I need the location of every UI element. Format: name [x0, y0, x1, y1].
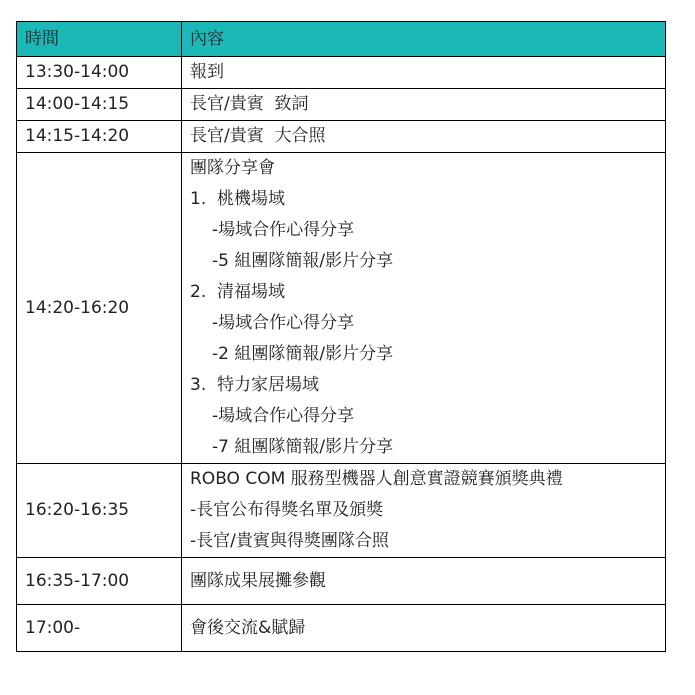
session-title: 團隊分享會: [190, 158, 275, 178]
time-cell: 14:15-14:20: [17, 121, 182, 153]
content-cell: [182, 464, 666, 558]
content-cell: [182, 153, 666, 464]
table-row: [17, 121, 666, 153]
site-item: -2 組團隊簡報/影片分享: [212, 344, 394, 364]
header-content: 內容: [182, 22, 666, 57]
content-text: 長官/貴賓 大合照: [190, 126, 326, 146]
time-cell: 16:35-17:00: [17, 558, 182, 605]
content-text: 長官/貴賓 致詞: [190, 94, 309, 114]
time-cell: 16:20-16:35: [17, 464, 182, 558]
site-item: -場域合作心得分享: [212, 220, 355, 240]
content-cell: [182, 89, 666, 121]
table-row: [17, 558, 666, 605]
header-row: [17, 22, 666, 57]
table-row: [17, 464, 666, 558]
content-text: 團隊成果展攤參觀: [190, 570, 326, 591]
content-cell: 報到: [182, 57, 666, 89]
agenda-table: [16, 21, 666, 652]
site-heading: 3. 特力家居場域: [190, 375, 320, 395]
site-heading: 2. 清福場域: [190, 282, 286, 302]
table-row: [17, 605, 666, 652]
table-row: [17, 153, 666, 464]
time-cell: 13:30-14:00: [17, 57, 182, 89]
content-cell: [182, 605, 666, 652]
content-cell: [182, 121, 666, 153]
site-item: -7 組團隊簡報/影片分享: [212, 437, 394, 457]
session-item: -長官公布得獎名單及頒獎: [190, 500, 384, 520]
time-cell: 17:00-: [17, 605, 182, 652]
session-item: -長官/貴賓與得獎團隊合照: [190, 531, 389, 551]
time-cell: 14:20-16:20: [17, 153, 182, 464]
site-item: -場域合作心得分享: [212, 313, 355, 333]
content-text: 會後交流&賦歸: [190, 617, 306, 638]
session-title: ROBO COM 服務型機器人創意實證競賽頒獎典禮: [190, 469, 563, 489]
header-time: 時間: [17, 22, 182, 57]
site-item: -5 組團隊簡報/影片分享: [212, 251, 394, 271]
time-cell: 14:00-14:15: [17, 89, 182, 121]
table-row: [17, 57, 666, 89]
site-heading: 1. 桃機場域: [190, 189, 286, 209]
content-cell: [182, 558, 666, 605]
table-row: [17, 89, 666, 121]
site-item: -場域合作心得分享: [212, 406, 355, 426]
